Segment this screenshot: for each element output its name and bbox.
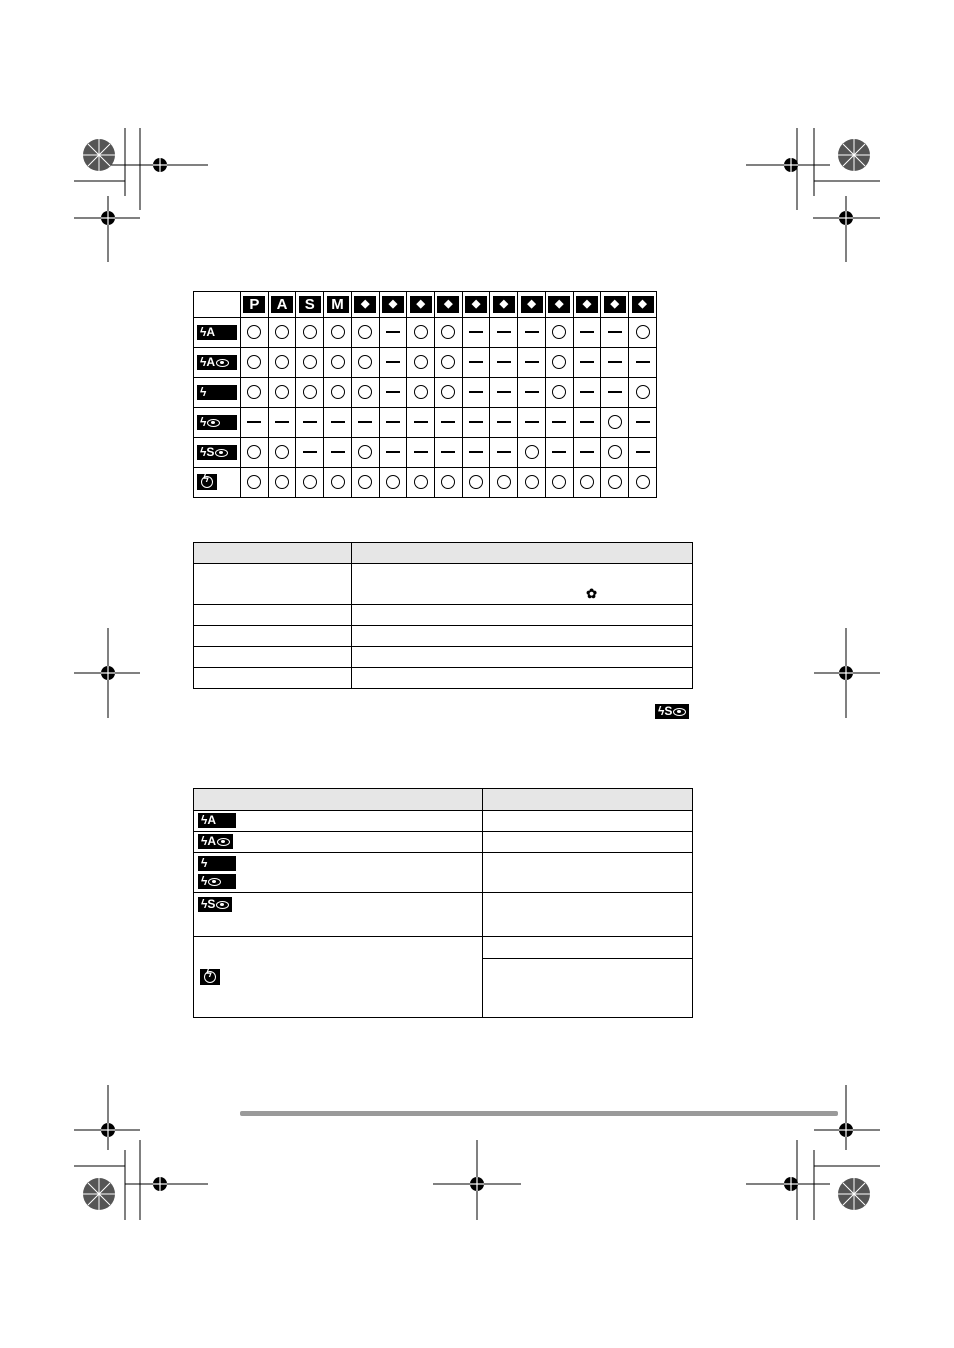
snow-icon: ◆ xyxy=(632,296,654,313)
flash-mode-row xyxy=(194,408,657,438)
unavailable-mark xyxy=(386,391,400,393)
range-row xyxy=(194,564,693,605)
flash-mode-cell xyxy=(194,378,241,408)
shutter-mode-cell xyxy=(194,811,483,832)
available-mark xyxy=(358,355,372,369)
availability-cell xyxy=(351,408,379,438)
flash-forced-on-red-eye-icon: ϟ xyxy=(197,415,237,430)
unavailable-mark xyxy=(497,421,511,423)
shutter-mode-cell xyxy=(194,893,483,937)
availability-cell xyxy=(435,408,463,438)
flash-header-row xyxy=(194,292,657,318)
availability-cell xyxy=(601,408,629,438)
unavailable-mark xyxy=(552,421,566,423)
range-cell-label xyxy=(194,647,352,668)
flash-mode-cell xyxy=(194,408,241,438)
availability-cell xyxy=(324,378,352,408)
shutter-row xyxy=(194,937,693,959)
available-mark xyxy=(552,385,566,399)
unavailable-mark xyxy=(469,391,483,393)
flash-mode-row xyxy=(194,438,657,468)
availability-cell xyxy=(324,318,352,348)
badge-text: A xyxy=(207,813,217,828)
availability-cell xyxy=(545,408,573,438)
availability-cell xyxy=(296,318,324,348)
availability-cell xyxy=(407,408,435,438)
mode-header-cell xyxy=(351,292,379,318)
badge-text: A xyxy=(206,324,216,339)
available-mark xyxy=(275,355,289,369)
unavailable-mark xyxy=(469,421,483,423)
availability-cell xyxy=(518,318,546,348)
unavailable-mark xyxy=(525,421,539,423)
mode-header-cell xyxy=(379,292,407,318)
flash-auto-red-eye-icon: ϟA xyxy=(197,355,237,370)
available-mark xyxy=(358,385,372,399)
availability-cell xyxy=(490,318,518,348)
range-row xyxy=(194,605,693,626)
availability-cell xyxy=(601,318,629,348)
unavailable-mark xyxy=(580,451,594,453)
availability-cell xyxy=(545,438,573,468)
availability-cell xyxy=(241,438,269,468)
available-mark xyxy=(247,475,261,489)
sports-icon: ◆ xyxy=(437,296,459,313)
unavailable-mark xyxy=(414,421,428,423)
availability-cell xyxy=(241,318,269,348)
flash-mode-row xyxy=(194,348,657,378)
unavailable-mark xyxy=(552,451,566,453)
available-mark xyxy=(331,475,345,489)
unavailable-mark xyxy=(469,451,483,453)
shutter-value-cell xyxy=(483,853,693,893)
unavailable-mark xyxy=(414,451,428,453)
unavailable-mark xyxy=(386,421,400,423)
range-cell-value xyxy=(352,668,693,689)
mode-header-cell xyxy=(241,292,269,318)
unavailable-mark xyxy=(303,421,317,423)
mode-header-cell xyxy=(490,292,518,318)
mode-header-cell xyxy=(435,292,463,318)
availability-cell xyxy=(629,318,657,348)
unavailable-mark xyxy=(497,451,511,453)
unavailable-mark xyxy=(441,421,455,423)
unavailable-mark xyxy=(275,421,289,423)
macro-icon: ✿ xyxy=(586,586,597,601)
red-eye-icon xyxy=(216,901,229,909)
shutter-row xyxy=(194,811,693,832)
availability-cell xyxy=(268,318,296,348)
availability-cell xyxy=(324,408,352,438)
availability-cell xyxy=(462,318,490,348)
unavailable-mark xyxy=(580,391,594,393)
flash-mode-cell xyxy=(194,468,241,498)
availability-cell xyxy=(573,348,601,378)
availability-cell xyxy=(601,468,629,498)
available-mark xyxy=(580,475,594,489)
shutter-value-cell xyxy=(483,811,693,832)
available-mark xyxy=(247,325,261,339)
available-mark xyxy=(303,325,317,339)
unavailable-mark xyxy=(525,391,539,393)
availability-cell xyxy=(435,438,463,468)
available-mark xyxy=(608,475,622,489)
flash-slow-sync-red-eye-icon: ϟS xyxy=(655,704,689,719)
flash-off-icon xyxy=(197,474,217,490)
availability-cell xyxy=(296,468,324,498)
badge-text: S xyxy=(207,897,216,912)
availability-cell xyxy=(545,318,573,348)
shutter-value-cell xyxy=(483,893,693,937)
shutter-speed-table xyxy=(193,788,693,1018)
red-eye-icon xyxy=(216,359,229,367)
flash-forced-on-icon: ϟ xyxy=(197,385,237,400)
available-mark xyxy=(525,445,539,459)
mode-header-cell xyxy=(629,292,657,318)
availability-cell xyxy=(351,348,379,378)
night-scenery-icon: ◆ xyxy=(493,296,515,313)
unavailable-mark xyxy=(469,331,483,333)
availability-cell xyxy=(241,408,269,438)
available-mark xyxy=(247,385,261,399)
unavailable-mark xyxy=(608,331,622,333)
unavailable-mark xyxy=(525,361,539,363)
availability-cell xyxy=(268,438,296,468)
availability-cell xyxy=(351,438,379,468)
corner-cell xyxy=(194,292,241,318)
range-header-cell-1 xyxy=(194,543,352,564)
availability-cell xyxy=(629,438,657,468)
unavailable-mark xyxy=(580,361,594,363)
availability-cell xyxy=(435,468,463,498)
mode-header-cell xyxy=(462,292,490,318)
availability-cell xyxy=(268,468,296,498)
availability-cell xyxy=(462,348,490,378)
availability-cell xyxy=(435,348,463,378)
available-mark xyxy=(441,385,455,399)
availability-cell xyxy=(324,468,352,498)
shutter-row xyxy=(194,832,693,853)
available-mark xyxy=(331,325,345,339)
availability-cell xyxy=(379,408,407,438)
availability-cell xyxy=(490,438,518,468)
unavailable-mark xyxy=(358,421,372,423)
availability-cell xyxy=(351,318,379,348)
mode-header-cell xyxy=(573,292,601,318)
range-cell-label xyxy=(194,668,352,689)
available-mark xyxy=(303,385,317,399)
flash-mode-cell xyxy=(194,318,241,348)
range-cell-value xyxy=(352,647,693,668)
availability-cell xyxy=(407,318,435,348)
unavailable-mark xyxy=(608,361,622,363)
flash-auto-icon: ϟA xyxy=(197,325,237,340)
flash-auto-icon: ϟA xyxy=(198,813,236,828)
unavailable-mark xyxy=(608,391,622,393)
available-mark xyxy=(331,385,345,399)
available-mark xyxy=(358,445,372,459)
availability-cell xyxy=(573,468,601,498)
flash-mode-row xyxy=(194,468,657,498)
available-mark xyxy=(469,475,483,489)
availability-cell xyxy=(462,438,490,468)
flash-slow-sync-red-eye-icon: ϟS xyxy=(198,897,232,912)
availability-cell xyxy=(573,408,601,438)
available-mark xyxy=(303,355,317,369)
range-cell-value xyxy=(352,626,693,647)
available-mark xyxy=(247,355,261,369)
mode-header-cell xyxy=(601,292,629,318)
availability-cell xyxy=(601,378,629,408)
red-eye-icon xyxy=(673,708,686,716)
available-mark xyxy=(608,415,622,429)
available-mark xyxy=(358,325,372,339)
availability-cell xyxy=(490,408,518,438)
availability-cell xyxy=(351,468,379,498)
party-icon: ◆ xyxy=(604,296,626,313)
flash-forced-on-icon: ϟ xyxy=(198,856,236,871)
mode-header-cell xyxy=(407,292,435,318)
footer-rule xyxy=(240,1111,838,1116)
available-mark xyxy=(414,385,428,399)
unavailable-mark xyxy=(386,451,400,453)
flash-off-icon xyxy=(200,969,220,985)
availability-cell xyxy=(407,468,435,498)
mode-s-label: S xyxy=(299,296,321,313)
badge-text: S xyxy=(664,704,673,719)
availability-cell xyxy=(296,408,324,438)
range-row xyxy=(194,626,693,647)
available-mark xyxy=(275,385,289,399)
unavailable-mark xyxy=(497,391,511,393)
availability-cell xyxy=(379,318,407,348)
availability-cell xyxy=(241,348,269,378)
availability-cell xyxy=(407,378,435,408)
badge-text: A xyxy=(206,354,216,369)
availability-cell xyxy=(490,378,518,408)
availability-cell xyxy=(518,438,546,468)
shutter-header-cell-1 xyxy=(194,789,483,811)
range-header-row xyxy=(194,543,693,564)
available-mark xyxy=(331,355,345,369)
availability-cell xyxy=(435,378,463,408)
shutter-header-row xyxy=(194,789,693,811)
motion-picture-icon: ◆ xyxy=(382,296,404,313)
availability-cell xyxy=(241,378,269,408)
unavailable-mark xyxy=(497,331,511,333)
availability-cell xyxy=(241,468,269,498)
availability-cell xyxy=(268,378,296,408)
available-mark xyxy=(497,475,511,489)
shutter-value-cell xyxy=(483,832,693,853)
available-mark xyxy=(441,475,455,489)
red-eye-icon xyxy=(217,838,230,846)
availability-cell xyxy=(629,408,657,438)
available-mark xyxy=(636,385,650,399)
flash-mode-row xyxy=(194,378,657,408)
mode-header-cell xyxy=(268,292,296,318)
availability-cell xyxy=(462,408,490,438)
available-mark xyxy=(636,475,650,489)
availability-cell xyxy=(435,318,463,348)
availability-cell xyxy=(573,438,601,468)
availability-cell xyxy=(462,468,490,498)
availability-cell xyxy=(629,348,657,378)
shutter-mode-cell xyxy=(194,937,483,1018)
self-portrait-icon: ◆ xyxy=(548,296,570,313)
shutter-header-cell-2 xyxy=(483,789,693,811)
range-header-cell-2 xyxy=(352,543,693,564)
range-cell-value xyxy=(352,564,693,605)
availability-cell xyxy=(268,348,296,378)
badge-text: S xyxy=(206,444,215,459)
availability-cell xyxy=(379,468,407,498)
availability-cell xyxy=(268,408,296,438)
available-mark xyxy=(414,475,428,489)
macro-icon: ◆ xyxy=(354,296,376,313)
availability-cell xyxy=(407,348,435,378)
availability-cell xyxy=(296,438,324,468)
mode-header-cell xyxy=(518,292,546,318)
shutter-row xyxy=(194,853,693,893)
scenery-icon: ◆ xyxy=(465,296,487,313)
unavailable-mark xyxy=(636,361,650,363)
flash-slow-sync-red-eye-icon: ϟS xyxy=(197,445,237,460)
unavailable-mark xyxy=(331,421,345,423)
mode-m-label: M xyxy=(327,296,349,313)
night-portrait-icon: ◆ xyxy=(521,296,543,313)
mode-p-label: P xyxy=(243,296,265,313)
badge-text: A xyxy=(207,834,217,849)
unavailable-mark xyxy=(636,451,650,453)
red-eye-icon xyxy=(207,419,220,427)
availability-cell xyxy=(379,348,407,378)
availability-cell xyxy=(545,348,573,378)
available-mark xyxy=(303,475,317,489)
mode-a-label: A xyxy=(271,296,293,313)
availability-cell xyxy=(518,468,546,498)
availability-cell xyxy=(490,468,518,498)
availability-cell xyxy=(573,378,601,408)
available-mark xyxy=(275,325,289,339)
unavailable-mark xyxy=(386,361,400,363)
availability-cell xyxy=(462,378,490,408)
red-eye-icon xyxy=(215,449,228,457)
available-mark xyxy=(275,475,289,489)
flash-auto-red-eye-icon: ϟA xyxy=(198,834,233,849)
availability-cell xyxy=(601,348,629,378)
availability-cell xyxy=(324,348,352,378)
unavailable-mark xyxy=(331,451,345,453)
unavailable-mark xyxy=(441,451,455,453)
note-flash-slow-sync-badge xyxy=(655,703,689,721)
availability-cell xyxy=(573,318,601,348)
availability-cell xyxy=(601,438,629,468)
availability-cell xyxy=(629,378,657,408)
availability-cell xyxy=(629,468,657,498)
unavailable-mark xyxy=(469,361,483,363)
flash-range-table xyxy=(193,542,693,689)
shutter-value-cell xyxy=(483,958,693,1017)
shutter-mode-cell xyxy=(194,832,483,853)
range-cell-value xyxy=(352,605,693,626)
mode-header-cell xyxy=(324,292,352,318)
availability-cell xyxy=(296,348,324,378)
shutter-row xyxy=(194,893,693,937)
availability-cell xyxy=(545,468,573,498)
flash-mode-cell xyxy=(194,348,241,378)
unavailable-mark xyxy=(247,421,261,423)
availability-cell xyxy=(351,378,379,408)
available-mark xyxy=(552,355,566,369)
unavailable-mark xyxy=(580,331,594,333)
available-mark xyxy=(386,475,400,489)
availability-cell xyxy=(518,348,546,378)
availability-cell xyxy=(518,408,546,438)
portrait-icon: ◆ xyxy=(410,296,432,313)
flash-mode-cell xyxy=(194,438,241,468)
availability-cell xyxy=(379,378,407,408)
available-mark xyxy=(441,325,455,339)
available-mark xyxy=(247,445,261,459)
availability-cell xyxy=(545,378,573,408)
available-mark xyxy=(608,445,622,459)
unavailable-mark xyxy=(580,421,594,423)
available-mark xyxy=(552,475,566,489)
availability-cell xyxy=(490,348,518,378)
availability-cell xyxy=(296,378,324,408)
available-mark xyxy=(441,355,455,369)
shutter-value-cell xyxy=(483,937,693,959)
available-mark xyxy=(358,475,372,489)
available-mark xyxy=(636,325,650,339)
fireworks-icon: ◆ xyxy=(576,296,598,313)
range-row xyxy=(194,668,693,689)
flash-forced-on-red-eye-icon: ϟ xyxy=(198,874,236,889)
flash-availability-table xyxy=(193,291,657,498)
range-cell-label xyxy=(194,605,352,626)
unavailable-mark xyxy=(636,421,650,423)
unavailable-mark xyxy=(497,361,511,363)
available-mark xyxy=(552,325,566,339)
available-mark xyxy=(414,355,428,369)
range-row xyxy=(194,647,693,668)
range-cell-label xyxy=(194,626,352,647)
shutter-mode-cell xyxy=(194,853,483,893)
unavailable-mark xyxy=(303,451,317,453)
availability-cell xyxy=(324,438,352,468)
range-cell-label xyxy=(194,564,352,605)
mode-header-cell xyxy=(296,292,324,318)
availability-cell xyxy=(379,438,407,468)
mode-header-cell xyxy=(545,292,573,318)
availability-cell xyxy=(518,378,546,408)
red-eye-icon xyxy=(208,878,221,886)
unavailable-mark xyxy=(525,331,539,333)
availability-cell xyxy=(407,438,435,468)
available-mark xyxy=(414,325,428,339)
unavailable-mark xyxy=(386,331,400,333)
available-mark xyxy=(525,475,539,489)
flash-mode-row xyxy=(194,318,657,348)
available-mark xyxy=(275,445,289,459)
